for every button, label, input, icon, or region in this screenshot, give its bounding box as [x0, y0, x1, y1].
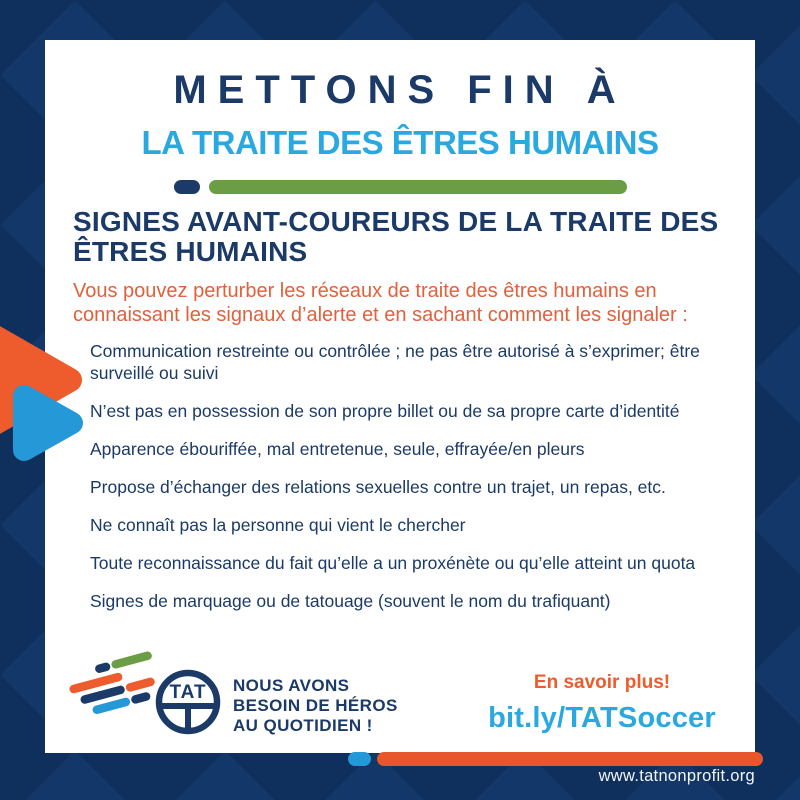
- main-subtitle: LA TRAITE DES ÊTRES HUMAINS: [141, 124, 659, 161]
- bottom-accent-bar: [377, 752, 763, 766]
- warning-signs-list: [90, 340, 738, 628]
- website-url[interactable]: www.tatnonprofit.org: [598, 767, 755, 785]
- list-item: Propose d’échanger des relations sexuelles contre un trajet, un repas, etc.: [90, 477, 666, 497]
- list-item: N’est pas en possession de son propre billet ou de sa propre carte d’identité: [90, 401, 680, 421]
- tat-logo-text: TAT: [169, 682, 207, 703]
- cta-link[interactable]: bit.ly/TATSoccer: [488, 702, 716, 734]
- blue-arrow-icon: [24, 396, 72, 450]
- cta-label: En savoir plus!: [533, 672, 671, 693]
- content-card: [45, 40, 755, 753]
- list-item: Ne connaît pas la personne qui vient le chercher: [90, 515, 466, 535]
- tagline-line: AU QUOTIDIEN !: [233, 716, 373, 735]
- tat-logo-icon: [63, 650, 233, 753]
- divider: [45, 180, 755, 194]
- tagline-line: BESOIN DE HÉROS: [233, 696, 398, 715]
- section-heading: SIGNES AVANT-COUREURS DE LA TRAITE DES ÊTRES HUMAINS: [73, 206, 719, 267]
- tagline-line: NOUS AVONS: [233, 676, 350, 695]
- divider-dot: [174, 180, 200, 194]
- speed-lines-icon: [70, 656, 157, 714]
- list-item: Signes de marquage ou de tatouage (souvent le nom du trafiquant): [90, 591, 611, 611]
- section-intro: Vous pouvez perturber les réseaux de traite des êtres humains en connaissant les signaux d’alerte et en sachant comment les signaler :: [73, 280, 688, 326]
- cta-block: [457, 672, 747, 735]
- divider-bar: [209, 180, 627, 194]
- bottom-accent-dot: [348, 752, 371, 766]
- list-item: Communication restreinte ou contrôlée ; ne pas être autorisé à s’exprimer; être surveillé ou suivi: [90, 341, 700, 383]
- list-item: Toute reconnaissance du fait qu’elle a un proxénète ou qu’elle atteint un quota: [90, 553, 696, 573]
- tagline: [233, 676, 398, 736]
- main-title: METTONS FIN À: [173, 68, 627, 112]
- arrows-decoration: [0, 318, 110, 468]
- list-item: Apparence ébouriffée, mal entretenue, seule, effrayée/en pleurs: [90, 439, 585, 459]
